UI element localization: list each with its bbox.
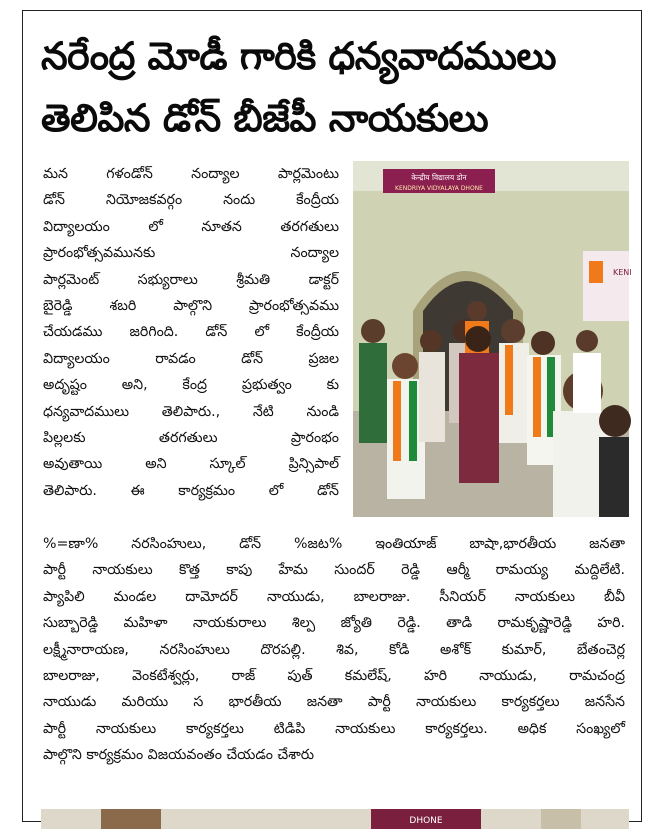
second-photo-illustration <box>41 809 629 829</box>
article-line: బాలరాజు, వెంకటేశ్వర్లు, రాజ్ పుత్ కమలేష్, హరి నాయుడు, రామచంద్ర <box>43 668 625 685</box>
headline-line-1: నరేంద్ర మోడీ గారికి ధన్యవాదములు <box>41 34 556 78</box>
event-photo-illustration <box>353 161 632 517</box>
article-line: అదృష్టం అని, కేంద్ర ప్రభుత్వం కు <box>43 377 339 394</box>
article-line: తెలిపారు. ఈ కార్యక్రమం లో డోన్ <box>43 482 339 499</box>
article-line: ప్రారంభోత్సవమునకు నంద్యాల <box>43 245 339 262</box>
article-line: అవుతాయి అని స్కూల్ ప్రిన్సిపాల్ <box>43 456 339 473</box>
news-photo <box>353 161 632 517</box>
article-line: ప్యాపిలి మండల దామోదర్ నాయుడు, బాలరాజు. సీనియర్ నాయకులు బీవీ <box>43 588 625 605</box>
banner-text: DHONE <box>409 816 443 826</box>
poster-text: KENI <box>613 268 632 277</box>
article-line: మన గళండోన్ నంద్యాల పార్లమెంటు <box>43 166 339 182</box>
article-line: నాయుడు మరియు స భారతీయ జనతా పార్టీ నాయకులు కార్యకర్తలు జనసేన <box>43 694 625 711</box>
article-column-text <box>43 161 339 504</box>
article-line: విద్యాలయం లో నూతన తరగతులు <box>43 218 339 235</box>
article-line: ధన్యవాదములు తెలిపారు., నేటి నుండి <box>43 403 339 420</box>
article-line: పార్లమెంట్ సభ్యురాలు శ్రీమతి డాక్టర్ <box>43 271 339 288</box>
school-sign-english: KENDRIYA VIDYALAYA DHONE <box>395 185 483 192</box>
headline <box>41 25 631 149</box>
article-line: %=ణా% నరసింహులు, డోన్ %జట% ఇంతియాజ్ బాషా,భారతీయ జనతా <box>43 536 625 552</box>
article-line: బైరెడ్డి శబరి పాల్గొని ప్రారంభోత్సవము <box>43 298 339 315</box>
article-line: చేయడము జరిగింది. డోన్ లో కేంద్రీయ <box>43 324 339 341</box>
article-line: పార్టీ నాయకులు కార్యకర్తలు టిడిపి నాయకులు కార్యకర్తలు. అధిక సంఖ్యలో <box>43 720 625 737</box>
article-full-width-text <box>43 531 625 769</box>
article-line: సుబ్బారెడ్డి మహిళా నాయకురాలు శిల్ప జ్యోతి రెడ్డి. తాడి రామకృష్ణారెడ్డి హరి. <box>43 615 625 632</box>
news-clipping <box>22 10 642 826</box>
article-line: లక్ష్మీనారాయణ, నరసింహులు దొరపల్లి. శివ, కోడి అశోక్ కుమార్, బేతంచెర్ల <box>43 641 625 658</box>
school-sign-hindi: केन्द्रीय विद्यालय डोन <box>411 173 467 182</box>
headline-line-2: తెలిపిన డోన్ బీజేపీ నాయకులు <box>41 96 489 140</box>
article-line: పార్టీ నాయకులు కొత్త కాపు హేమ సుందర్ రెడ్డి ఆర్మీ రామయ్య మద్దిలేటి. <box>43 562 625 579</box>
article-line: పాల్గొని కార్యక్రమం విజయవంతం చేయడం చేశారు <box>43 747 315 764</box>
article-line: విద్యాలయం రావడం డోన్ ప్రజల <box>43 350 339 367</box>
second-photo-strip <box>41 809 629 829</box>
article-line: పిల్లలకు తరగతులు ప్రారంభం <box>43 430 339 447</box>
article-line: డోన్ నియోజకవర్గం నందు కేంద్రీయ <box>43 192 339 209</box>
